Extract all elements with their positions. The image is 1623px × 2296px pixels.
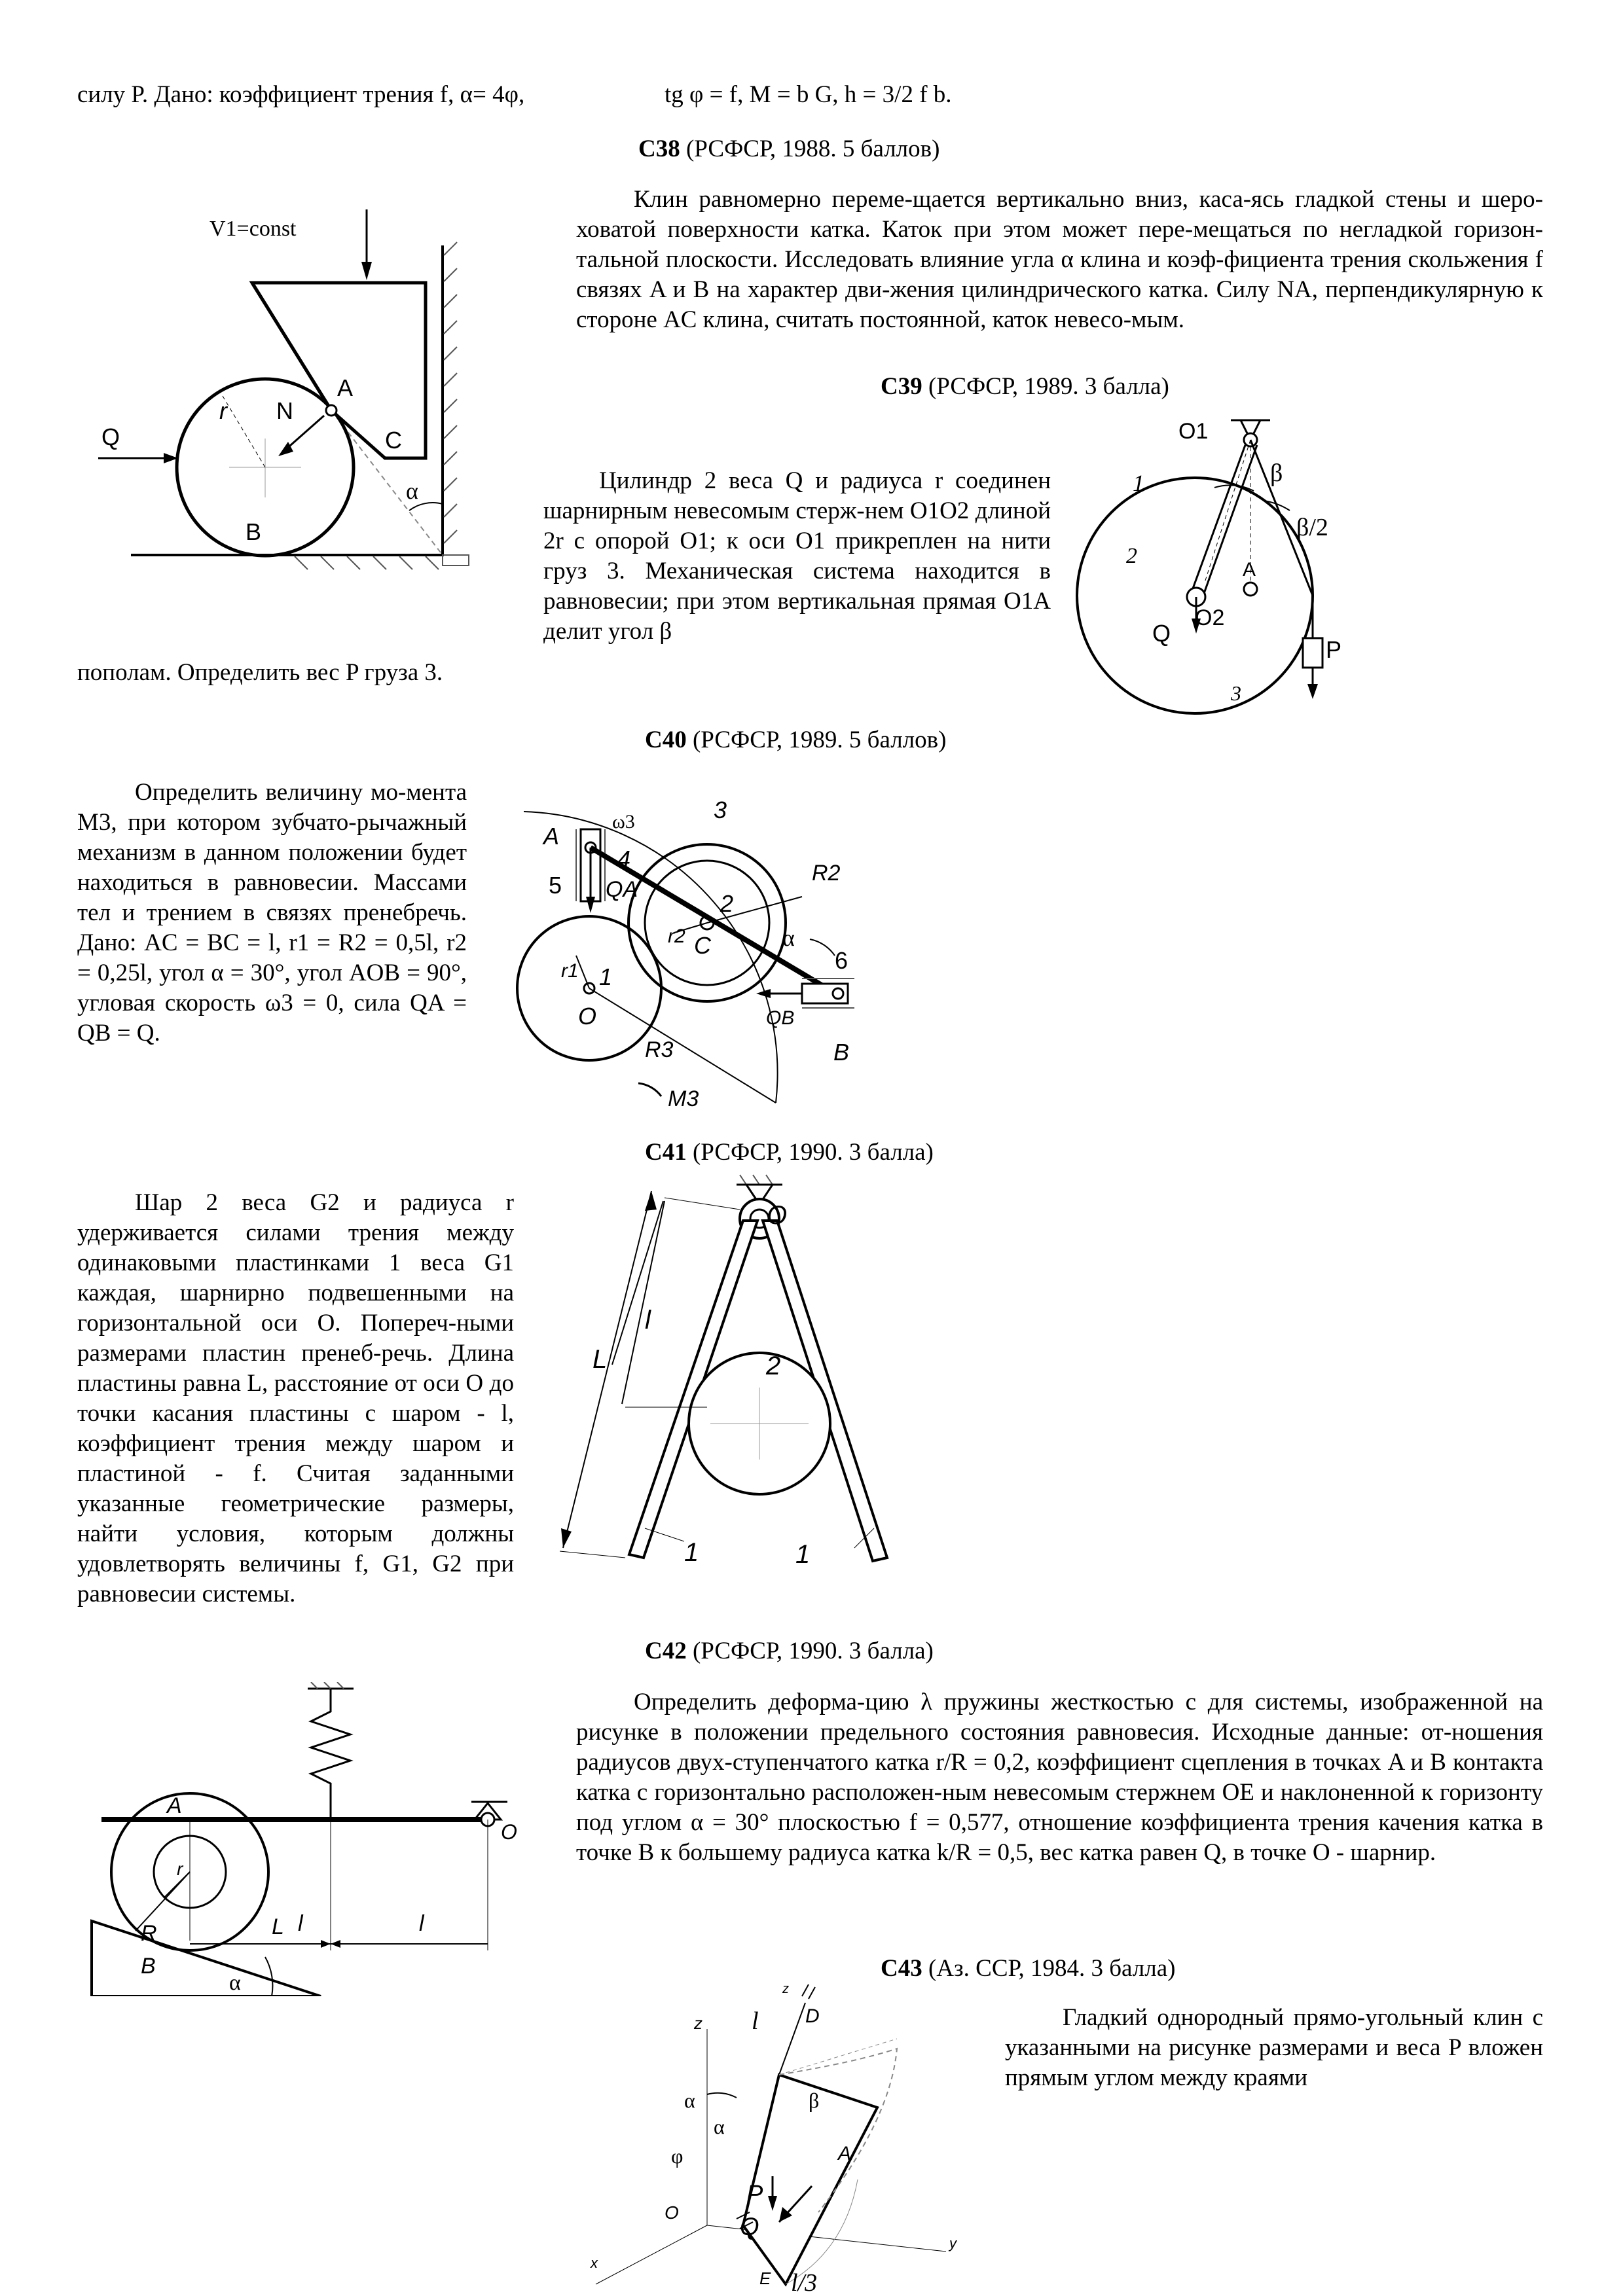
c39-label-o1: O1: [1178, 419, 1209, 444]
c39-label-1: 1: [1133, 470, 1144, 496]
c39-label-2: 2: [1126, 544, 1137, 568]
c39-label-q: Q: [1152, 620, 1171, 647]
c40-label-o: O: [578, 1003, 597, 1030]
c43-label-a: A: [838, 2143, 852, 2164]
c38-source: (РСФСР, 1988. 5 баллов): [685, 135, 940, 162]
c40-label-1: 1: [599, 963, 613, 990]
c40-body: Определить величину мо-мента M3, при котором зубчато-рычажный механизм в данном положении будет находиться в равновесии. Массами тел и трением в связях пренебречь. Дано: AC = BC = l, r1 = R2 = 0,5l, r2 = 0,25l, угол α = 30°, угол AOB = 90°, угловая скорость ω3 = 0, сила QA = QB = Q.: [77, 779, 467, 1047]
c41-source: (РСФСР, 1990. 3 балла): [692, 1139, 934, 1166]
c42-spring: [311, 1689, 350, 1820]
top-line-text: силу P. Дано: коэффициент трения f, α= 4φ,: [77, 81, 525, 108]
c40-label-c: C: [694, 932, 711, 959]
c38-label-b: B: [246, 518, 262, 545]
c43-label-x: x: [591, 2255, 598, 2271]
c40-label-3: 3: [714, 797, 727, 823]
c43-x-axis: [596, 2225, 707, 2284]
c43-label-o: O: [665, 2202, 679, 2223]
c43-label-phi: φ: [671, 2144, 684, 2168]
c40-label-R3: R3: [645, 1037, 674, 1062]
c38-body: Клин равномерно переме-щается вертикально вниз, каса-ясь гладкой стены и шеро-ховатой поверхности катка. Каток при этом может пере-мещаться по негладкой горизон-тальной плоскости. Исследовать влияние угла α клина и коэф-фициента трения скольжения f связях A и B на характер дви-жения цилиндрического катка. Силу NA, перпендикулярную к стороне AC клина, считать постоянной, каток невесо-мым.: [576, 186, 1543, 333]
c39-source: (РСФСР, 1989. 3 балла): [928, 373, 1169, 400]
c40-label-R2: R2: [812, 861, 841, 886]
c43-label-z1: z: [694, 2013, 702, 2033]
c38-label-alpha: α: [406, 478, 418, 504]
c39-label-o2: O2: [1195, 605, 1225, 630]
c43-label-e: E: [759, 2269, 771, 2288]
c39-load: [1303, 638, 1322, 668]
c41-label-1b: 1: [795, 1540, 811, 1569]
c43-label-l3: l/3: [791, 2269, 818, 2296]
c39-figure: [1074, 399, 1349, 720]
c42-source: (РСФСР, 1990. 3 балла): [692, 1638, 934, 1664]
c38-floor-hatch: [295, 556, 439, 569]
c40-label-alpha: α: [782, 925, 795, 951]
c39-heading: [881, 372, 1169, 402]
c38-number: С38: [638, 135, 680, 162]
c43-label-p: P: [746, 2181, 763, 2208]
c40-number: С40: [645, 726, 687, 753]
c38-point-a: [326, 405, 337, 416]
c40-label-m3: M3: [668, 1086, 699, 1111]
c42-incline: [92, 1921, 321, 1996]
c43-source: (Аз. ССР, 1984. 3 балла): [928, 1955, 1176, 1982]
c39-point-a: [1244, 583, 1257, 596]
c39-label-beta2: β/2: [1296, 514, 1328, 541]
c42-body: Определить деформа-цию λ пружины жесткостью c для системы, изображенной на рисунке в положении предельного состояния равновесия. Исходные данные: от-ношения радиусов двух-ступенчатого катка r/R = 0,2, коэффициент сцепления в точках A и B контакта катка с горизонтально расположен-ным невесомым стержнем OE и наклоненной к горизонту под углом α = 30° плоскостью f = 0,577, отношение коэффициента трения качения катка в точке B к большему радиуса катка k/R = 0,5, вес катка равен Q, в точке O - шарнир.: [576, 1689, 1543, 1866]
c38-velocity-label: V1=const: [210, 217, 297, 241]
c42-label-b: B: [141, 1954, 156, 1979]
c43-figure: [583, 1977, 976, 2296]
c40-label-r2: r2: [668, 925, 685, 947]
c41-label-1a: 1: [684, 1538, 699, 1567]
c38-label-q: Q: [101, 423, 120, 450]
c38-figure: [98, 196, 504, 576]
c39-number: С39: [881, 373, 922, 400]
c41-label-2: 2: [766, 1352, 781, 1380]
c42-label-l1: l: [298, 1911, 303, 1936]
c41-label-o: O: [767, 1201, 788, 1230]
c43-label-y: y: [949, 2235, 957, 2251]
c43-label-alpha2: α: [714, 2115, 725, 2138]
top-line-formula: tg φ = f, M = b G, h = 3/2 f b.: [665, 81, 952, 108]
c40-label-6: 6: [835, 947, 848, 974]
c38-label-a: A: [337, 374, 354, 401]
c42-label-l2: l: [419, 1911, 424, 1936]
c41-heading: [645, 1138, 934, 1168]
c40-label-a: A: [543, 823, 560, 850]
c43-label-l: l: [752, 2007, 759, 2035]
c42-label-alpha: α: [229, 1971, 241, 1995]
c41-label-L: L: [593, 1345, 608, 1374]
c42-label-o: O: [501, 1820, 517, 1844]
c43-label-alpha1: α: [684, 2089, 695, 2112]
c38-label-c: C: [385, 427, 402, 454]
c39-label-beta: β: [1270, 459, 1283, 487]
c38-heading: [638, 134, 939, 164]
c40-figure: [507, 795, 887, 1122]
c40-label-5: 5: [549, 872, 562, 899]
c40-source: (РСФСР, 1989. 5 баллов): [692, 726, 947, 753]
c43-label-beta: β: [809, 2089, 820, 2112]
c39-label-a: A: [1243, 559, 1256, 581]
c42-label-R: R: [141, 1921, 157, 1946]
c40-label-b: B: [833, 1039, 850, 1066]
c43-body: Гладкий однородный прямо-угольный клин с указанными на рисунке размерами и веса P вложен прямым углом между краями: [1005, 2004, 1543, 2091]
c40-label-qb: QB: [766, 1007, 795, 1029]
c43-label-q: Q: [740, 2214, 759, 2241]
c39-tail: пополам. Определить вес P груза 3.: [77, 659, 443, 686]
c41-number: С41: [645, 1139, 687, 1166]
c39-body: Цилиндр 2 веса Q и радиуса r соединен шарнирным невесомым стерж-нем O1O2 длиной 2r с опорой O1; к оси O1 прикреплен на нити груз 3. Механическая система находится в равновесии; при этом вертикальная прямая O1A делит угол β: [543, 467, 1051, 645]
c40-label-r1: r1: [561, 960, 579, 982]
c40-label-qa: QA: [606, 877, 638, 902]
c39-label-p: P: [1326, 636, 1342, 663]
c42-label-r: r: [177, 1859, 183, 1879]
c40-label-omega: ω3: [612, 811, 635, 833]
c41-label-l: l: [645, 1306, 651, 1335]
c40-heading: [645, 725, 946, 755]
c42-label-L: L: [272, 1914, 284, 1939]
c38-label-n: N: [276, 397, 293, 424]
c40-label-2: 2: [720, 890, 734, 917]
c42-figure: [82, 1682, 547, 1996]
c38-label-r: r: [219, 397, 227, 424]
c43-label-d: D: [805, 2005, 820, 2027]
c42-number: С42: [645, 1638, 687, 1664]
c41-figure: [547, 1172, 913, 1590]
c40-label-4: 4: [617, 846, 631, 872]
c43-number: С43: [881, 1955, 922, 1982]
c39-label-3: 3: [1231, 681, 1241, 705]
c38-wall-hatch: [444, 242, 457, 543]
c42-label-a: A: [167, 1793, 182, 1818]
c43-label-z2: z: [782, 1982, 789, 1996]
c42-heading: [645, 1636, 934, 1666]
c41-body: Шар 2 веса G2 и радиуса r удерживается силами трения между одинаковыми пластинками 1 веса G1 каждая, шарнирно подвешенными на горизонтальной оси O. Попереч-ными размерами пластин пренеб-речь. Длина пластины равна L, расстояние от оси O до точки касания пластины с шаром - l, коэффициент трения между шаром и пластиной - f. Считая заданными указанные геометрические размеры, найти условия, которым должны удовлетворять величины f, G1, G2 при равновесии системы.: [77, 1189, 514, 1607]
